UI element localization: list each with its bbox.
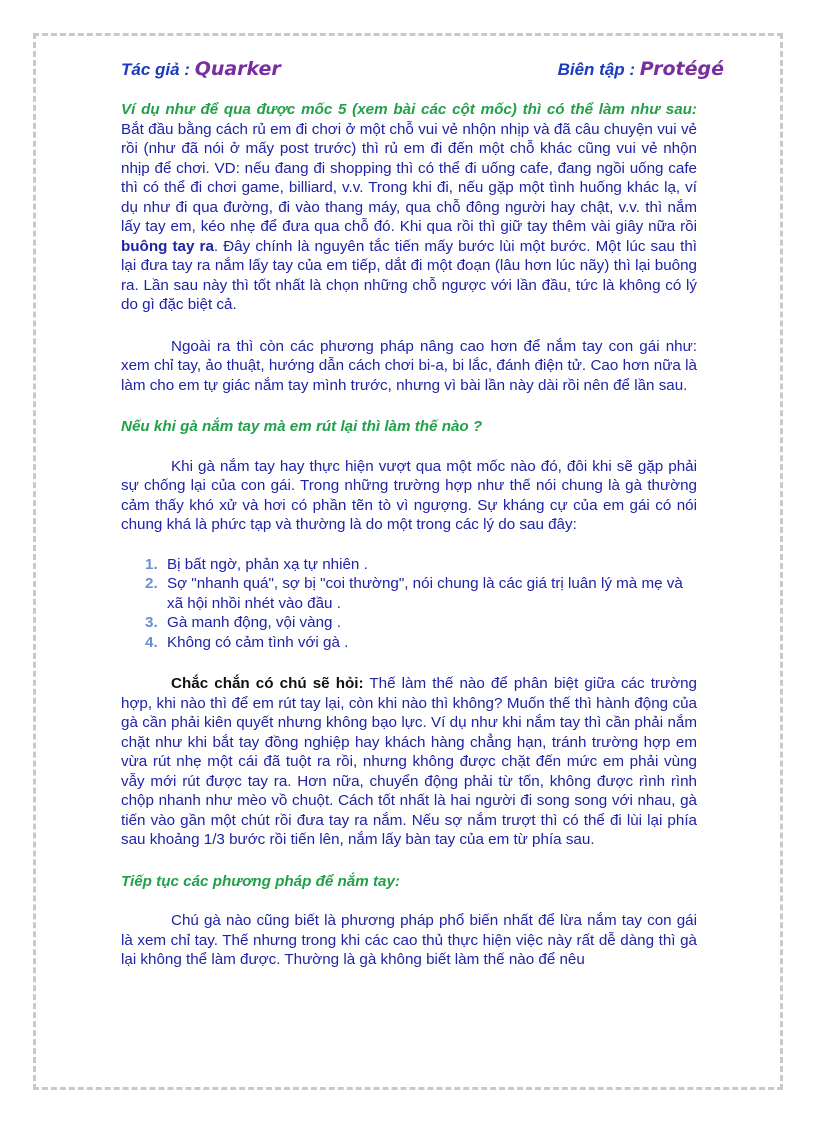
paragraph-palm-reading: Chú gà nào cũng biết là phương pháp phổ biến nhất để lừa nắm tay con gái là xem chỉ tay. Thế nhưng trong khi các cao thủ thực hiện việc này rất dễ dàng thì gà lại không thể làm được. Thường là gà không biết làm thế nào để nêu bbox=[121, 912, 697, 968]
paragraph-resistance: Khi gà nắm tay hay thực hiện vượt qua một mốc nào đó, đôi khi sẽ gặp phải sự chống lại của con gái. Trong những trường hợp như thế nói chung là gà thường cảm thấy khó xử và hơi có phần tẽn tò vì ngượng. Sự kháng cự của em gái có nói chung khá là phức tạp và thường là do một trong các lý do sau đây: bbox=[121, 457, 697, 533]
editor-label: Biên tập : bbox=[557, 60, 640, 79]
author-name: Quarker bbox=[194, 58, 281, 80]
example-intro: Ví dụ như để qua được mốc 5 (xem bài các cột mốc) thì có thể làm như sau: bbox=[121, 101, 697, 118]
paragraph-example bbox=[121, 100, 697, 315]
technique-text: Thế làm thế nào để phân biệt giữa các trường hợp, khi nào thì để em rút tay lại, còn khi nào thì không? Muốn thế thì hành động của gà cần phải kiên quyết nhưng không bạo lực. Ví dụ như khi nắm tay thì cần phải nắm chặt như khi bắt tay đồng nghiệp hay khách hàng chẳng hạn, tránh trường hợp em vừa rút nhẹ một cái đã tuột ra rồi, nhưng không được chặt đến mức em phải vùng vẫy mới rút được tay ra. Hơn nữa, chuyển động phải từ tốn, không được rình rình chộp nhanh như mèo vồ chuột. Cách tốt nhất là hai người đi song song với nhau, gà tiến vào gần một chút rồi đưa tay ra nắm. Nếu sợ nắm trượt thì có thể đi lùi lại phía sau khoảng 1/3 bước rồi tiến lên, nắm lấy bàn tay của em từ phía sau. bbox=[121, 675, 697, 848]
list-item-text: Không có cảm tình với gà . bbox=[167, 633, 349, 651]
list-number: 3. bbox=[145, 614, 158, 631]
list-number: 2. bbox=[145, 575, 158, 592]
list-item bbox=[121, 613, 697, 633]
list-number: 1. bbox=[145, 555, 158, 573]
list-item-text: Gà manh động, vội vàng . bbox=[167, 614, 341, 631]
example-bold-phrase: buông tay ra bbox=[121, 237, 214, 255]
author-credit bbox=[121, 58, 281, 80]
list-number: 4. bbox=[145, 633, 158, 651]
list-item-text: Bị bất ngờ, phản xạ tự nhiên . bbox=[167, 555, 368, 573]
example-text-a: Bắt đầu bằng cách rủ em đi chơi ở một chỗ vui vẻ nhộn nhịp và đã câu chuyện vui vẻ rồi (như đã nói ở mấy post trước) thì rủ em đi đến một chỗ khác cũng vui vẻ nhộn nhịp để chơi. VD: nếu đang đi shopping thì có thể đi uống cafe, đang ngồi uống cafe thì có thể đi chơi game, billiard, v.v. Trong khi đi, nếu gặp một tình huống khác lạ, ví dụ như đi qua đường, đi vào thang máy, qua chỗ đông người hay chật, v.v. thì nắm lấy tay em, kéo nhẹ để đưa qua chỗ đó. Khi qua rồi thì giữ tay thêm vài giây nữa rồi bbox=[121, 120, 697, 235]
editor-credit bbox=[558, 58, 724, 80]
technique-lead: Chắc chắn có chú sẽ hỏi: bbox=[171, 675, 364, 692]
paragraph-technique bbox=[121, 674, 697, 850]
article-body bbox=[121, 100, 697, 970]
list-item bbox=[121, 633, 697, 653]
page-header bbox=[121, 54, 724, 84]
author-label: Tác giả : bbox=[121, 60, 195, 79]
section-heading-continue: Tiếp tục các phương pháp để nắm tay: bbox=[121, 872, 400, 890]
example-text-b: . Đây chính là nguyên tắc tiến mấy bước lùi một bước. Một lúc sau thì lại đưa tay ra nắm lấy tay của em tiếp, dắt đi một đoạn (lâu hơn lúc nãy) thì lại buông ra. Lần sau này thì tốt nhất là chọn những chỗ ngược với lần đầu, tức là không có lý do gì đặc biệt cả. bbox=[121, 237, 697, 313]
editor-name: Protégé bbox=[639, 58, 724, 80]
list-item bbox=[121, 574, 697, 613]
paragraph-advanced-methods: Ngoài ra thì còn các phương pháp nâng cao hơn để nắm tay con gái như: xem chỉ tay, ảo thuật, hướng dẫn cách chơi bi-a, bi lắc, đánh điện tử. Cao hơn nữa là làm cho em tự giác nắm tay mình trước, nhưng vì bài lần này dài rồi nên để lần sau. bbox=[121, 337, 697, 394]
section-heading-withdraw: Nếu khi gà nắm tay mà em rút lại thì làm thế nào ? bbox=[121, 418, 483, 435]
list-item-text: Sợ "nhanh quá", sợ bị "coi thường", nói chung là các giá trị luân lý mà mẹ và xã hội nhồi nhét vào đầu . bbox=[167, 575, 683, 612]
list-item bbox=[121, 555, 697, 575]
reasons-list bbox=[121, 555, 697, 653]
